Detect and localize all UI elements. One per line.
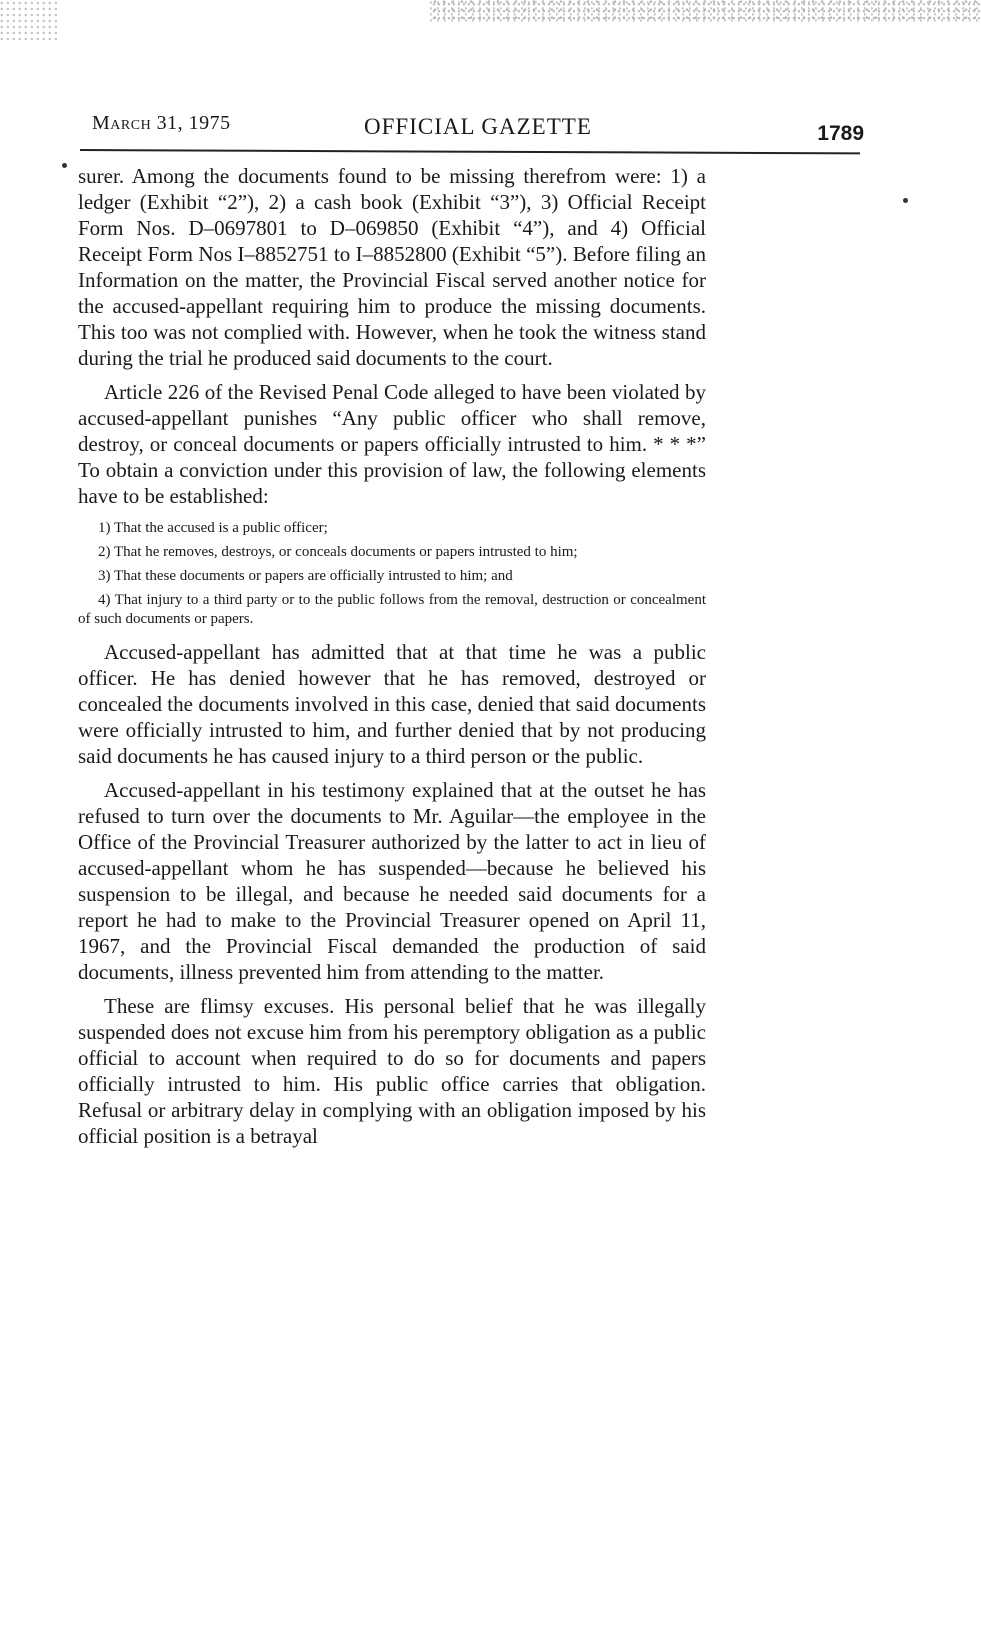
page-header [92,112,864,152]
paragraph-4: Accused-appellant in his testimony explained that at the outset he has refused to turn over the documents to Mr. Aguilar—the employee in the Office of the Provincial Treasurer authorized by the latter to act in lieu of accused-appellant whom he has suspended—because he believed his suspension to be illegal, and because he needed said documents for a report he had to make to the Provincial Treasurer opened on April 11, 1967, and the Provincial Fiscal demanded the production of said documents, illness prevented him from attending to the matter. [78,778,706,984]
paragraph-3: Accused-appellant has admitted that at that time he was a public officer. He has denied however that he has removed, destroyed or concealed the documents involved in this case, denied that said documents were officially intrusted to him, and further denied that by not producing said documents he has caused injury to a third person or the public. [78,640,706,768]
paragraph-5: These are flimsy excuses. His personal belief that he was illegally suspended does not excuse him from his peremptory obligation as a public official to account when required to do so for documents and papers officially intrusted to him. His public office carries that obligation. Refusal or arbitrary delay in complying with an obligation imposed by his official position is a betrayal [78,994,706,1148]
header-date: March 31, 1975 [92,112,231,134]
element-item-2: 2) That he removes, destroys, or conceals documents or papers intrusted to him; [98,544,578,560]
element-item-4: 4) That injury to a third party or to the public follows from the removal, destruction or concealment of such documents or papers. [78,592,706,627]
scan-noise-left [0,0,60,40]
scan-noise-top [430,0,981,24]
element-item-3: 3) That these documents or papers are officially intrusted to him; and [98,568,513,584]
elements-list [78,519,706,629]
header-title: OFFICIAL GAZETTE [364,114,592,139]
margin-dot-right [903,198,908,203]
paragraph-1: surer. Among the documents found to be missing therefrom were: 1) a ledger (Exhibit “2”), 2) a cash book (Exhibit “3”), 3) Official Receipt Form Nos. D–0697801 to D–069850 (Exhibit “4”), and 4) Official Receipt Form Nos I–8852751 to I–8852800 (Exhibit “5”). Before filing an Information on the matter, the Provincial Fiscal served another notice for the accused-appellant requiring him to produce the missing documents. This too was not complied with. However, when he took the witness stand during the trial he produced said documents to the court. [78,164,706,370]
paragraph-2: Article 226 of the Revised Penal Code alleged to have been violated by accused-appellant punishes “Any public officer who shall remove, destroy, or conceal documents or papers officially intrusted to him. * * *” To obtain a conviction under this provision of law, the following elements have to be established: [78,380,706,508]
page-number: 1789 [817,122,864,145]
article-body [78,163,706,1157]
margin-dot-left [62,163,67,168]
element-item-1: 1) That the accused is a public officer; [98,520,328,536]
